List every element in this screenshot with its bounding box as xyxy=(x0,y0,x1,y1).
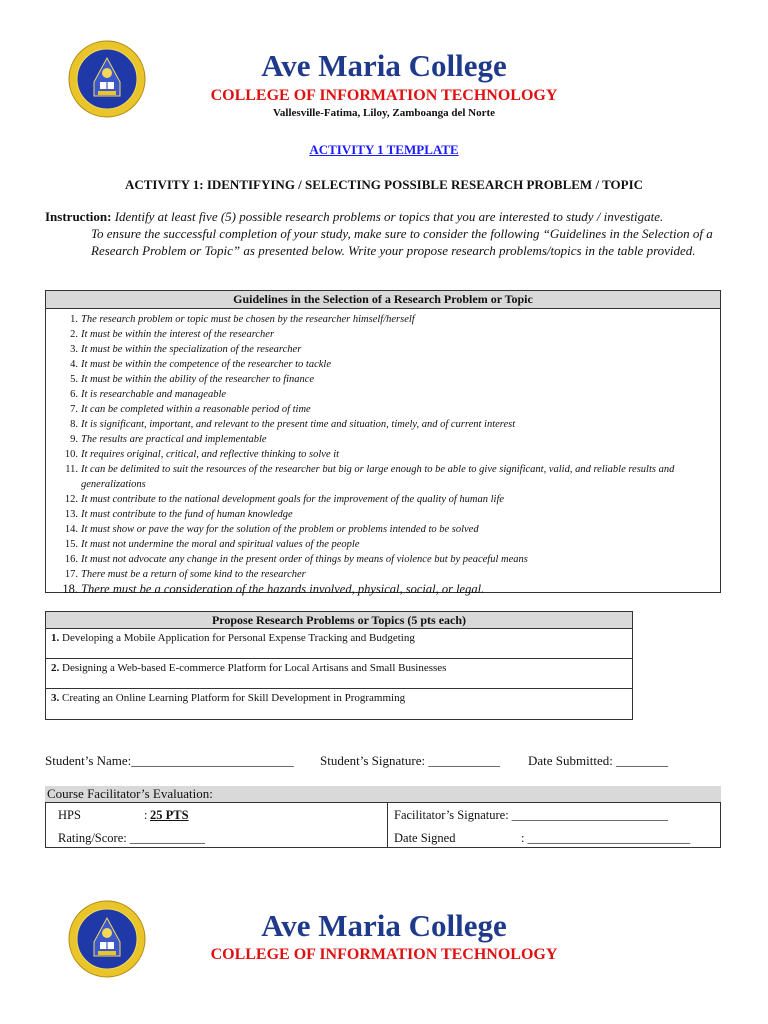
proposal-row[interactable] xyxy=(46,689,632,719)
guideline-number: 9. xyxy=(70,434,78,445)
college-name: Ave Maria College xyxy=(261,48,507,83)
guideline-item xyxy=(46,387,720,402)
instruction-paragraph xyxy=(45,208,723,259)
rating-score-field[interactable]: Rating/Score: ____________ xyxy=(58,831,205,845)
guideline-text: It must be within the ability of the researcher to finance xyxy=(81,374,315,385)
guideline-number: 3. xyxy=(70,344,78,355)
proposals-title: Propose Research Problems or Topics (5 pts each) xyxy=(46,612,632,629)
student-signature-field[interactable]: Student’s Signature: ___________ xyxy=(320,753,500,768)
instruction-rest: To ensure the successful completion of your study, make sure to consider the following “Guidelines in the Selection of a Research Problem or Topic” as presented below. Write your propose research problems/topics in the table provided. xyxy=(91,226,713,258)
guideline-number: 7. xyxy=(70,404,78,415)
guidelines-list xyxy=(46,309,720,597)
guideline-text: There must be a return of some kind to the researcher xyxy=(81,569,306,580)
guideline-number: 8. xyxy=(70,419,78,430)
guideline-text: It is significant, important, and relevant to the present time and situation, timely, and of current interest xyxy=(81,419,516,430)
guideline-text: The research problem or topic must be chosen by the researcher himself/herself xyxy=(81,314,415,325)
footer-college-name: Ave Maria College xyxy=(261,908,507,943)
guidelines-table xyxy=(45,290,721,596)
guideline-number: 16. xyxy=(64,554,78,565)
guideline-item xyxy=(46,567,720,582)
guideline-number: 15. xyxy=(64,539,78,550)
date-submitted-field[interactable]: Date Submitted: ________ xyxy=(528,753,669,768)
guideline-item xyxy=(46,312,720,327)
guideline-text: It can be delimited to suit the resources of the researcher but big or large enough to be able to give significant, valid, and reliable results and generalizations xyxy=(81,464,675,490)
evaluation-divider xyxy=(387,803,388,847)
hps-value: 25 PTS xyxy=(150,808,189,822)
guideline-text: It requires original, critical, and reflective thinking to solve it xyxy=(81,449,340,460)
footer-department-name: COLLEGE OF INFORMATION TECHNOLOGY xyxy=(210,946,558,963)
proposal-row[interactable] xyxy=(46,659,632,689)
guideline-text: It must be within the interest of the researcher xyxy=(81,329,275,340)
proposal-number: 2. xyxy=(51,662,60,674)
guideline-number: 18. xyxy=(62,582,78,596)
guideline-number: 11. xyxy=(65,464,78,475)
guideline-text: The results are practical and implementable xyxy=(81,434,267,445)
guideline-item xyxy=(46,462,720,492)
instruction-lead: Instruction: xyxy=(45,209,112,224)
guideline-item xyxy=(46,432,720,447)
guideline-item xyxy=(46,372,720,387)
proposals-table xyxy=(45,611,633,720)
guideline-item xyxy=(46,402,720,417)
guideline-item xyxy=(46,507,720,522)
guideline-item xyxy=(46,552,720,567)
guideline-number: 1. xyxy=(70,314,78,325)
proposal-text: Creating an Online Learning Platform for Skill Development in Programming xyxy=(62,692,406,704)
proposal-number: 3. xyxy=(51,692,60,704)
activity-template-link[interactable]: ACTIVITY 1 TEMPLATE xyxy=(309,142,459,157)
guideline-number: 10. xyxy=(64,449,78,460)
department-name: COLLEGE OF INFORMATION TECHNOLOGY xyxy=(210,87,558,104)
facilitator-signature-field[interactable]: Facilitator’s Signature: _________________________ xyxy=(394,808,669,822)
date-signed-field[interactable]: : __________________________ xyxy=(521,831,691,845)
guideline-text: It must be within the specialization of the researcher xyxy=(81,344,302,355)
guideline-text: It must not advocate any change in the present order of things by means of violence but by peaceful means xyxy=(81,554,528,565)
guideline-text: It must contribute to the national development goals for the improvement of the quality of human life xyxy=(81,494,505,505)
guideline-text: It is researchable and manageable xyxy=(81,389,227,400)
guideline-text: It must show or pave the way for the solution of the problem or problems intended to be solved xyxy=(81,524,479,535)
hps-label: HPS xyxy=(58,808,81,822)
guideline-item xyxy=(46,417,720,432)
proposal-number: 1. xyxy=(51,632,60,644)
proposal-row[interactable] xyxy=(46,629,632,659)
guideline-item xyxy=(46,522,720,537)
guideline-item xyxy=(46,492,720,507)
guideline-item xyxy=(46,342,720,357)
college-address: Vallesville-Fatima, Liloy, Zamboanga del Norte xyxy=(272,107,496,119)
guideline-number: 6. xyxy=(70,389,78,400)
guideline-number: 13. xyxy=(64,509,78,520)
guideline-text: It must be within the competence of the researcher to tackle xyxy=(81,359,331,370)
guideline-item xyxy=(46,582,720,597)
evaluation-table xyxy=(45,802,721,848)
guideline-item xyxy=(46,447,720,462)
guideline-text: It must not undermine the moral and spiritual values of the people xyxy=(81,539,360,550)
activity-title: ACTIVITY 1: IDENTIFYING / SELECTING POSSIBLE RESEARCH PROBLEM / TOPIC xyxy=(124,177,644,192)
guideline-item xyxy=(46,537,720,552)
guidelines-title: Guidelines in the Selection of a Research Problem or Topic xyxy=(46,291,720,309)
evaluation-header: Course Facilitator’s Evaluation: xyxy=(45,786,721,802)
proposal-text: Designing a Web-based E-commerce Platform for Local Artisans and Small Businesses xyxy=(62,662,447,674)
instruction-line1: Identify at least five (5) possible research problems or topics that you are interested to study / investigate. xyxy=(114,209,664,224)
guideline-number: 4. xyxy=(70,359,78,370)
proposal-text: Developing a Mobile Application for Personal Expense Tracking and Budgeting xyxy=(62,632,415,644)
guideline-number: 14. xyxy=(64,524,78,535)
guideline-item xyxy=(46,327,720,342)
guideline-number: 17. xyxy=(64,569,78,580)
student-name-field[interactable]: Student’s Name:_________________________ xyxy=(45,753,294,768)
guideline-text: There must be a consideration of the hazards involved, physical, social, or legal. xyxy=(81,582,485,596)
guideline-number: 12. xyxy=(64,494,78,505)
date-signed-label: Date Signed xyxy=(394,831,456,845)
guideline-text: It can be completed within a reasonable period of time xyxy=(81,404,311,415)
guideline-item xyxy=(46,357,720,372)
guideline-text: It must contribute to the fund of human knowledge xyxy=(81,509,293,520)
hps-colon: : xyxy=(144,808,148,822)
guideline-number: 5. xyxy=(70,374,78,385)
guideline-number: 2. xyxy=(70,329,78,340)
